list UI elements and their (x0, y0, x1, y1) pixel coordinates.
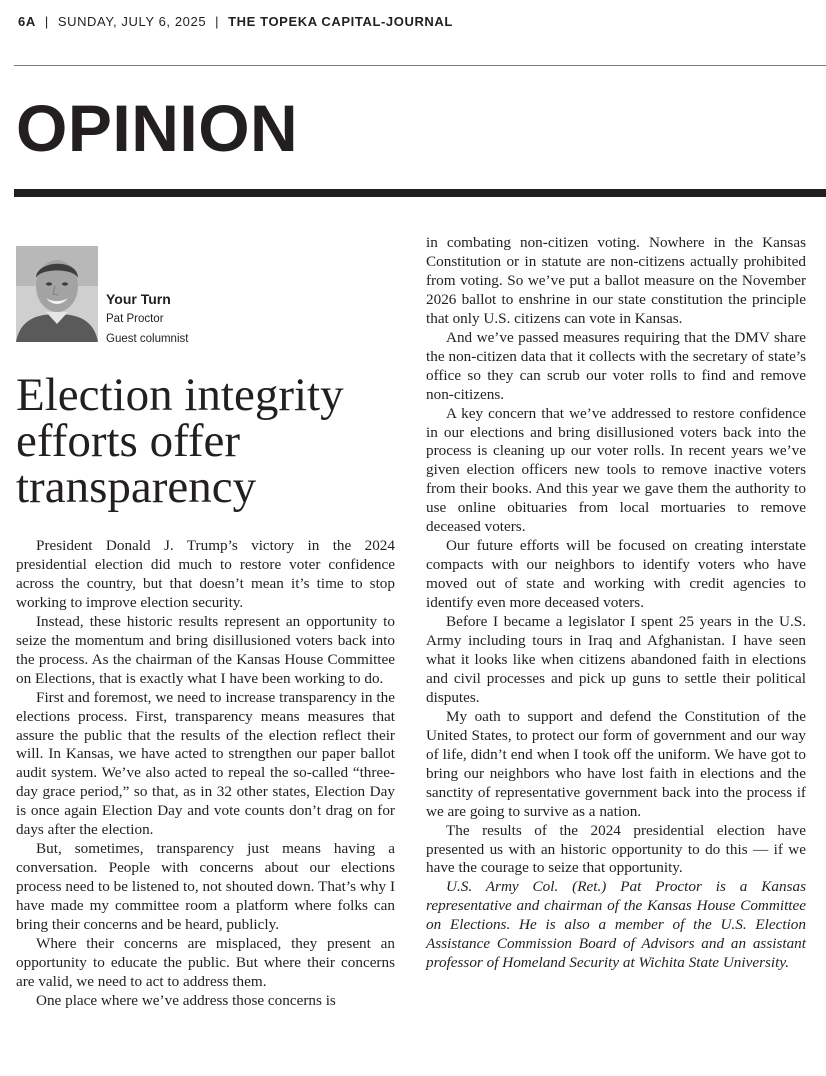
author-signoff: U.S. Army Col. (Ret.) Pat Proctor is a Kansas representative and chairman of the Kansas House Committee on Elections. He is also a member of the U.S. Election Assistance Commission Board of Advisors and an assistant professor of Homeland Security at Wichita State University. (426, 878, 806, 972)
folio-separator: | (44, 14, 49, 29)
paragraph: President Donald J. Trump’s victory in the 2024 presidential election did much to restore voter confidence across the country, but that doesn’t mean it’s time to stop working to improve election security. (16, 537, 395, 611)
paragraph: Before I became a legislator I spent 25 years in the U.S. Army including tours in Iraq and Afghanistan. I have seen what it looks like when citizens abandoned faith in elections and civil processes and pick up guns to settle their political disputes. (426, 613, 806, 706)
section-title: OPINION (16, 91, 299, 165)
byline (106, 289, 188, 349)
columnist-photo (16, 246, 98, 342)
article-headline: Election integrity efforts offer transparency (16, 369, 344, 513)
paragraph: in combating non-citizen voting. Nowhere in the Kansas Constitution or in statute are non-citizens actually prohibited from voting. So we’ve put a ballot measure on the November 2026 ballot to enshrine in our state constitution the principle that only U.S. citizens can vote in Kansas. (426, 234, 806, 327)
paragraph: But, sometimes, transparency just means having a conversation. People with concerns about our elections process need to be listened to, not shouted down. That’s why I have made my committee room a platform where folks can bring their concerns and be heard, publicly. (16, 840, 395, 934)
paragraph: First and foremost, we need to increase transparency in the elections process. First, transparency means measures that assure the public that the results of the election reflect their will. In Kansas, we have acted to strengthen our paper ballot audit system. We’ve also acted to repeal the so-called “three-day grace period,” so that, as in 32 other states, Election Day is once again Election Day and vote counts don’t drag on for days after the election. (16, 688, 395, 839)
paragraph: The results of the 2024 presidential election have presented us with an historic opportunity to do this — if we have the courage to seize that opportunity. (426, 821, 806, 877)
paragraph: One place where we’ve address those concerns is (36, 991, 336, 1009)
folio-line (18, 14, 808, 29)
byline-kicker: Your Turn (106, 291, 171, 307)
newspaper-name: THE TOPEKA CAPITAL-JOURNAL (228, 14, 453, 29)
paragraph: And we’ve passed measures requiring that the DMV share the non-citizen data that it collects with the secretary of state’s office so they can scrub our voter rolls to find and remove non-citizens. (426, 328, 806, 403)
article-column-left (16, 537, 395, 1011)
article-column-right (426, 234, 806, 973)
page-number: 6A (18, 14, 36, 29)
folio-separator: | (215, 14, 220, 29)
author-name: Pat Proctor (106, 313, 164, 325)
paragraph: A key concern that we’ve addressed to restore confidence in our elections and bring disillusioned voters back into the process is cleaning up our voter rolls. In recent years we’ve given election officers new tools to remove inactive voters from their books. And this year we gave them the authority to use online obituaries from local mortuaries to remove deceased voters. (426, 404, 806, 536)
section-rule (14, 189, 826, 197)
paragraph: Where their concerns are misplaced, they present an opportunity to educate the public. But where their concerns are valid, we need to act to address them. (16, 935, 395, 990)
paragraph: My oath to support and defend the Constitution of the United States, to protect our form of government and our way of life, didn’t end when I took off the uniform. We have got to bring our neighbors who have lost faith in elections and the sanctity of representative government back into the process if we are going to survive as a nation. (426, 707, 806, 820)
paragraph: Our future efforts will be focused on creating interstate compacts with our neighbors to identify voters who have moved out of state and working with credit agencies to identify even more deceased voters. (426, 537, 806, 612)
issue-date: SUNDAY, JULY 6, 2025 (57, 14, 207, 29)
header-rule (14, 65, 826, 66)
author-role: Guest columnist (106, 333, 189, 345)
portrait-image (16, 246, 98, 342)
paragraph: Instead, these historic results represent an opportunity to seize the momentum and bring disillusioned voters back into the process. As the chairman of the Kansas House Committee on Elections, that is exactly what I have been working to do. (16, 612, 395, 687)
